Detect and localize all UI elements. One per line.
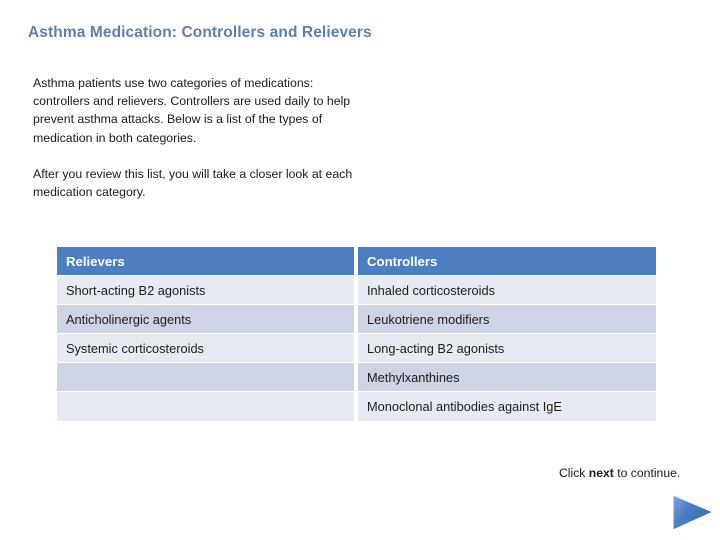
table-row: Long-acting B2 agonists <box>358 334 656 363</box>
intro-text-block <box>33 74 373 201</box>
table-row: Methylxanthines <box>358 363 656 392</box>
table-row: Monoclonal antibodies against IgE <box>358 392 656 421</box>
table-row <box>57 363 354 392</box>
table-column-relievers <box>57 247 354 421</box>
medication-table <box>57 247 656 421</box>
footer-note-emphasis: next <box>588 466 614 480</box>
footer-note-suffix: to continue. <box>613 466 681 480</box>
footer-note-prefix: Click <box>559 466 589 480</box>
table-column-controllers <box>358 247 656 421</box>
table-row: Leukotriene modifiers <box>358 305 656 334</box>
table-row: Systemic corticosteroids <box>57 334 354 363</box>
next-arrow-icon[interactable] <box>668 491 716 535</box>
page-title: Asthma Medication: Controllers and Relievers <box>28 24 372 41</box>
table-header-relievers: Relievers <box>57 247 354 276</box>
table-row: Inhaled corticosteroids <box>358 276 656 305</box>
table-row <box>57 392 354 421</box>
intro-paragraph-1: Asthma patients use two categories of medications: controllers and relievers. Controllers are used daily to help prevent asthma attacks. Below is a list of the types of medication in both categories. <box>33 76 351 145</box>
table-row: Short-acting B2 agonists <box>57 276 354 305</box>
intro-paragraph-2: After you review this list, you will take a closer look at each medication category. <box>33 166 353 200</box>
table-row: Anticholinergic agents <box>57 305 354 334</box>
footer-instruction <box>559 466 680 480</box>
table-header-controllers: Controllers <box>358 247 656 276</box>
